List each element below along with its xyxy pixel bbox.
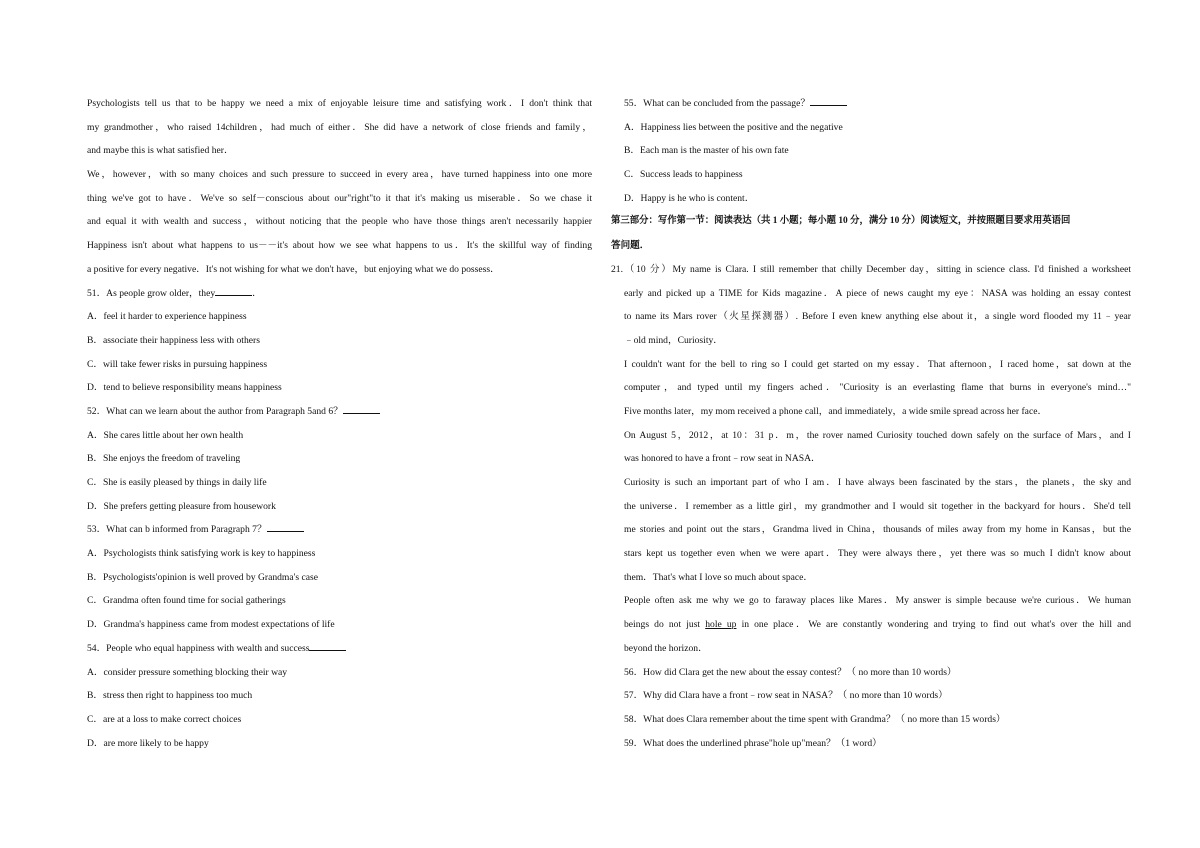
option-d: D．She prefers getting pleasure from housework bbox=[87, 500, 276, 512]
answer-blank bbox=[267, 522, 304, 532]
reading-line: Five months later，my mom received a phone call，and immediately，a wide smile spread across her face． bbox=[624, 405, 1048, 417]
option-b: B．Each man is the master of his own fate bbox=[624, 145, 789, 157]
passage-line: Happiness isn't about what happens to us－－it's about how we see what happens to us．It's the skillful way of finding bbox=[87, 240, 592, 252]
reading-line: beyond the horizon． bbox=[624, 642, 708, 654]
option-c: C．will take fewer risks in pursuing happiness bbox=[87, 358, 268, 370]
reading-line: 21.（10 分）My name is Clara. I still remember that chilly December day，sitting in science class. I'd finished a worksheet bbox=[611, 263, 1131, 275]
option-d: D．Happy is he who is content． bbox=[624, 192, 755, 204]
option-a: A．consider pressure something blocking their way bbox=[87, 666, 288, 678]
reading-line: me stories and point out the stars，Grandma lived in China，thousands of miles away from my home in Kansas，but the bbox=[624, 524, 1131, 536]
option-a: A．Happiness lies between the positive and the negative bbox=[624, 121, 843, 133]
option-a: A．She cares little about her own health bbox=[87, 429, 244, 441]
option-b: B．She enjoys the freedom of traveling bbox=[87, 453, 241, 465]
reading-line: On August 5，2012，at 10：31 p．m，the rover named Curiosity touched down safely on the surface of Mars，and I bbox=[624, 429, 1131, 441]
option-c: C．Success leads to happiness bbox=[624, 169, 743, 181]
question-54-stem bbox=[87, 637, 592, 661]
passage-line: and maybe this is what satisfied her． bbox=[87, 145, 234, 157]
right-column bbox=[611, 92, 1131, 755]
option-c: C．She is easily pleased by things in daily life bbox=[87, 477, 267, 488]
passage-line: Psychologists tell us that to be happy we need a mix of enjoyable leisure time and satisfying work．I don't think that bbox=[87, 98, 592, 109]
question-stem-text: 53．What can b informed from Paragraph 7？ bbox=[87, 524, 267, 536]
option-d: D．tend to believe responsibility means happiness bbox=[87, 382, 282, 394]
question-56: 56．How did Clara get the new about the essay contest？（ no more than 10 words） bbox=[624, 666, 957, 678]
answer-blank bbox=[215, 286, 252, 296]
option-d: D．are more likely to be happy bbox=[87, 737, 209, 749]
question-51-stem bbox=[87, 282, 592, 306]
answer-blank bbox=[810, 96, 847, 106]
option-d: D．Grandma's happiness came from modest expectations of life bbox=[87, 619, 335, 631]
reading-line: was honored to have a front﹣row seat in NASA． bbox=[624, 453, 821, 465]
option-b: B．associate their happiness less with others bbox=[87, 334, 260, 346]
reading-line: to name its Mars rover（火星探测器）. Before I even knew anything else about it，a single word flooded my 11﹣year bbox=[624, 311, 1131, 323]
reading-line: I couldn't want for the bell to ring so I could get started on my essay．That afternoon，I raced home，sat down at the bbox=[624, 358, 1131, 370]
left-column bbox=[87, 92, 592, 755]
reading-line: People often ask me why we go to faraway places like Mares．My answer is simple because we're curious．We human bbox=[624, 595, 1131, 607]
answer-blank bbox=[309, 641, 346, 651]
option-a: A．Psychologists think satisfying work is key to happiness bbox=[87, 548, 316, 560]
section-header: 第三部分：写作第一节：阅读表达（共 1 小题；每小题 10 分，满分 10 分）阅读短文，并按照题目要求用英语回 bbox=[611, 216, 1071, 227]
question-59: 59．What does the underlined phrase"hole up"mean？（1 word） bbox=[624, 737, 882, 749]
passage-line: a positive for every negative．It's not wishing for what we don't have，but enjoying what we do possess． bbox=[87, 263, 500, 275]
question-52-stem bbox=[87, 400, 592, 424]
reading-text: beings do not just bbox=[624, 619, 706, 631]
reading-line: them．That's what I love so much about space． bbox=[624, 571, 814, 583]
reading-line: early and picked up a TIME for Kids magazine．A piece of news caught my eye：NASA was holding an essay contest bbox=[624, 287, 1131, 299]
section-header: 答问题． bbox=[611, 240, 650, 252]
passage-line: my grandmother，who raised 14children，had much of either．She did have a network of close friends and family， bbox=[87, 121, 592, 133]
underlined-phrase: hole up bbox=[705, 619, 737, 631]
question-stem-text: 52．What can we learn about the author from Paragraph 5and 6？ bbox=[87, 405, 343, 417]
reading-line: ﹣old mind，Curiosity． bbox=[624, 334, 723, 346]
question-stem-text: 55．What can be concluded from the passage？ bbox=[624, 98, 810, 109]
question-57: 57．Why did Clara have a front﹣row seat in NASA？（ no more than 10 words） bbox=[624, 690, 948, 702]
option-b: B．Psychologists'opinion is well proved by Grandma's case bbox=[87, 571, 319, 583]
question-53-stem bbox=[87, 518, 592, 542]
passage-line: thing we've got to have．We've so self－conscious about our"right"to it that it's making us miserable．So we chase it bbox=[87, 192, 592, 204]
passage-line: and equal it with wealth and success，without noticing that the people who have those things aren't necessarily happier bbox=[87, 216, 592, 228]
question-stem-text: 51．As people grow older，they bbox=[87, 287, 216, 299]
question-58: 58．What does Clara remember about the time spent with Grandma？（ no more than 15 words） bbox=[624, 713, 1006, 725]
question-stem-end: ． bbox=[252, 287, 262, 299]
answer-blank bbox=[343, 404, 380, 414]
question-stem-text: 54．People who equal happiness with wealth and success bbox=[87, 642, 310, 654]
question-55-stem bbox=[611, 92, 1131, 116]
option-a: A．feel it harder to experience happiness bbox=[87, 311, 247, 323]
reading-line bbox=[611, 613, 1131, 637]
option-c: C．Grandma often found time for social gatherings bbox=[87, 595, 286, 607]
reading-line: stars kept us together even when we were apart．They were always there，yet there was so much I didn't know about bbox=[624, 548, 1131, 560]
reading-line: the universe．I remember as a little girl，my grandmother and I would sit together in the backyard for hours．She'd tell bbox=[624, 500, 1131, 512]
passage-line: We，however，with so many choices and such pressure to succeed in every area，have turned happiness into one more bbox=[87, 169, 592, 181]
option-c: C．are at a loss to make correct choices bbox=[87, 713, 242, 725]
reading-text: in one place．We are constantly wondering and trying to find out what's over the hill and bbox=[736, 619, 1131, 631]
reading-line: Curiosity is such an important part of who I am．I have always been fascinated by the stars，the planets，the sky and bbox=[624, 477, 1131, 488]
reading-line: computer，and typed until my fingers ached．"Curiosity is an everlasting flame that burns in everyone's mind…" bbox=[624, 382, 1131, 394]
option-b: B．stress then right to happiness too much bbox=[87, 690, 253, 702]
